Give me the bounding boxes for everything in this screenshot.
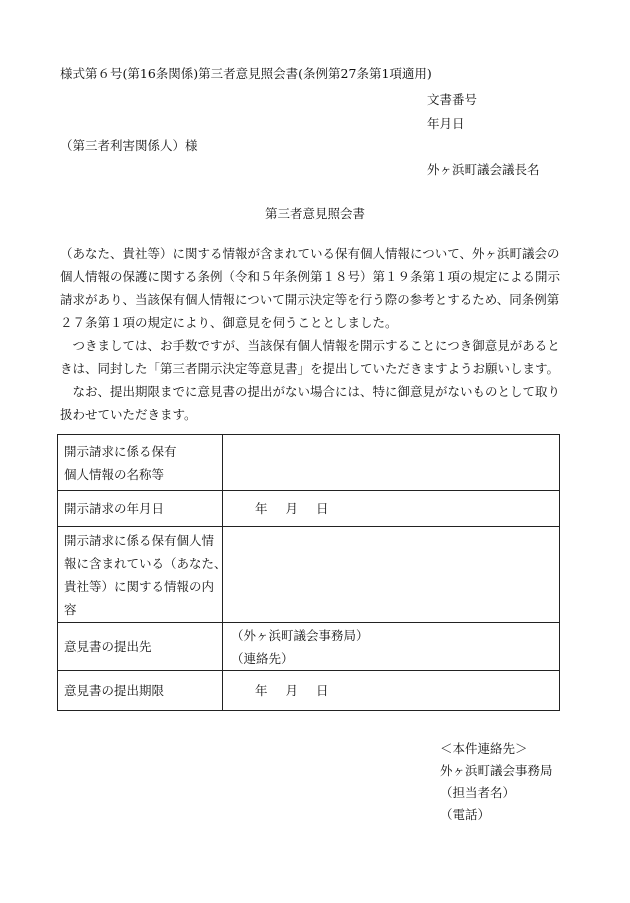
sender-name: 外ヶ浜町議会議長名 — [427, 162, 540, 177]
table-header-cell — [58, 671, 223, 711]
contact-phone: （電話） — [440, 807, 491, 822]
document-number-label: 文書番号 — [427, 92, 478, 107]
table-row — [58, 623, 560, 671]
body-line: 個人情報の保護に関する条例（令和５年条例第１８号）第１９条第１項の規定による開示 — [60, 269, 561, 284]
table-header-text: 貴社等）に関する情報の内 — [64, 578, 215, 594]
table-header-cell — [58, 491, 223, 527]
table-row — [58, 435, 560, 491]
table-header-text: 開示請求に係る保有個人情 — [64, 532, 215, 548]
table-header-text: 個人情報の名称等 — [64, 466, 165, 482]
table-row — [58, 671, 560, 711]
table-row — [58, 527, 560, 623]
submission-office: （外ヶ浜町議会事務局） — [231, 627, 369, 643]
form-title: 様式第６号(第16条関係)第三者意見照会書(条例第27条第1項適用) — [60, 66, 432, 81]
body-line: ２７条第１項の規定により、御意見を伺うこととしました。 — [60, 315, 398, 330]
body-line: 扱わせていただきます。 — [60, 407, 197, 422]
inquiry-info-table — [57, 434, 560, 711]
day-label: 日 — [316, 501, 329, 516]
table-value-cell — [223, 671, 560, 711]
contact-office: 外ヶ浜町議会事務局 — [440, 763, 553, 778]
year-label: 年 — [255, 683, 268, 698]
table-header-text: 意見書の提出期限 — [64, 683, 165, 698]
document-date-label: 年月日 — [427, 116, 465, 131]
contact-title: ＜本件連絡先＞ — [440, 741, 528, 756]
table-value-cell — [223, 491, 560, 527]
table-header-text: 開示請求に係る保有 — [64, 443, 177, 459]
table-header-cell — [58, 435, 223, 491]
table-header-cell — [58, 527, 227, 623]
table-header-text: 意見書の提出先 — [64, 639, 152, 654]
body-text — [60, 242, 574, 426]
table-header-text: 報に含まれている（あなた、 — [64, 555, 227, 571]
body-line: つきましては、お手数ですが、当該保有個人情報を開示することにつき御意見があると — [60, 338, 560, 353]
document-heading: 第三者意見照会書 — [264, 206, 365, 221]
table-value-cell — [223, 527, 560, 623]
contact-block — [440, 738, 553, 826]
date-placeholder — [231, 497, 329, 520]
date-placeholder — [231, 679, 329, 702]
body-line: 請求があり、当該保有個人情報について開示決定等を行う際の参考とするため、同条例第 — [60, 292, 560, 307]
body-line: なお、提出期限までに意見書の提出がない場合には、特に御意見がないものとして取り — [60, 384, 561, 399]
table-row — [58, 491, 560, 527]
table-value-cell — [223, 623, 560, 671]
contact-person: （担当者名） — [440, 785, 516, 800]
year-label: 年 — [255, 501, 268, 516]
day-label: 日 — [316, 683, 329, 698]
body-line: （あなた、貴社等）に関する情報が含まれている保有個人情報について、外ヶ浜町議会の — [60, 246, 560, 261]
table-header-text: 容 — [64, 601, 77, 617]
addressee: （第三者利害関係人）様 — [60, 138, 198, 153]
month-label: 月 — [285, 683, 299, 698]
submission-contact: （連絡先） — [231, 650, 294, 666]
table-header-text: 開示請求の年月日 — [64, 501, 165, 516]
body-line: きは、同封した「第三者開示決定等意見書」を提出していただきますようお願いします。 — [60, 361, 560, 376]
table-value-cell — [223, 435, 560, 491]
table-header-cell — [58, 623, 223, 671]
month-label: 月 — [285, 501, 299, 516]
